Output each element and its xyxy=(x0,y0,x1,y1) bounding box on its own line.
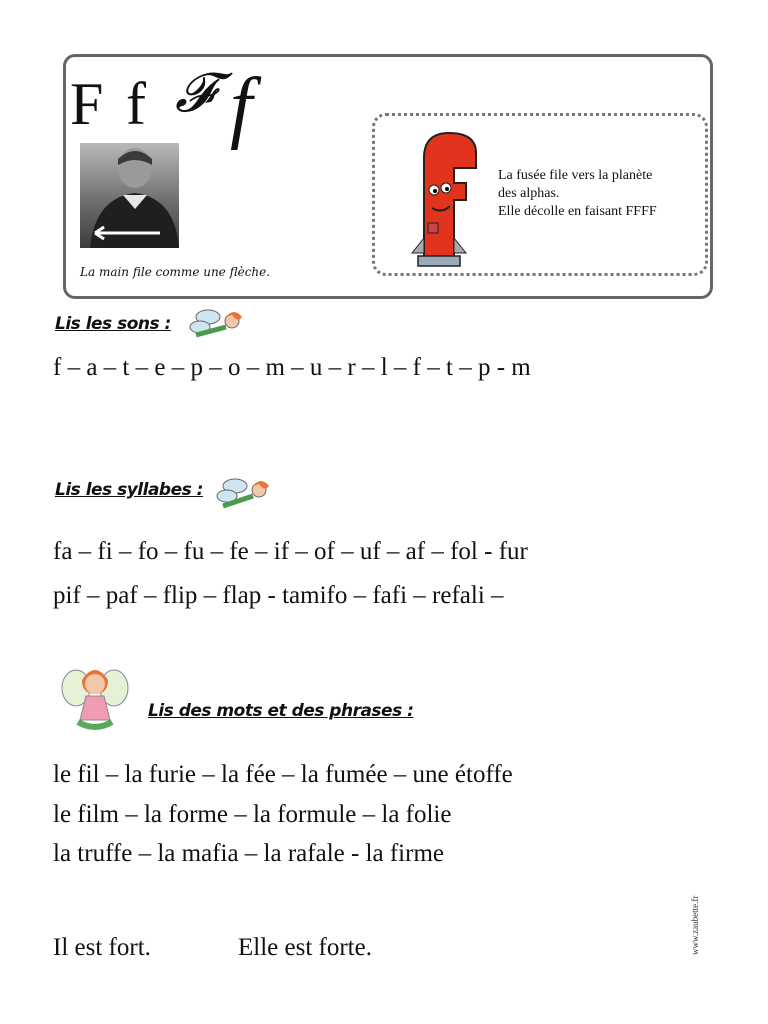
rocket-story-line: La fusée file vers la planète xyxy=(498,168,653,183)
letter-uppercase-print: F xyxy=(70,71,104,137)
photo-caption: La main file comme une flèche. xyxy=(80,265,271,279)
sons-line: f – a – t – e – p – o – m – u – r – l – f – t – p - m xyxy=(53,354,531,381)
mots-line: le fil – la furie – la fée – la fumée – une étoffe xyxy=(53,761,513,788)
mots-line: le film – la forme – la formule – la folie xyxy=(53,801,452,828)
syllabes-line: pif – paf – flip – flap - tamifo – fafi – refali – xyxy=(53,582,504,609)
fairy-icon xyxy=(186,305,248,343)
fairy-icon xyxy=(213,472,275,514)
syllabes-line: fa – fi – fo – fu – fe – if – of – uf – af – fol - fur xyxy=(53,538,528,565)
phrase: Il est fort. xyxy=(53,934,151,961)
child-photo xyxy=(80,143,179,248)
letter-uppercase-cursive: 𝓕 xyxy=(175,63,215,123)
heading-mots-phrases: Lis des mots et des phrases : xyxy=(148,701,414,721)
heading-syllabes: Lis les syllabes : xyxy=(55,480,203,500)
rocket-letter-f-icon xyxy=(404,128,484,268)
rocket-story-line: Elle décolle en faisant FFFF xyxy=(498,204,657,219)
mots-line: la truffe – la mafia – la rafale - la firme xyxy=(53,840,444,867)
site-url: www.zaubette.fr xyxy=(690,895,700,955)
letter-lowercase-cursive: f xyxy=(230,63,253,151)
letter-lowercase-print: f xyxy=(126,71,146,137)
rocket-story-text xyxy=(498,167,708,221)
rocket-story-line: des alphas. xyxy=(498,186,560,201)
fairy-icon xyxy=(60,660,130,735)
phrase: Elle est forte. xyxy=(238,934,372,961)
heading-sons: Lis les sons : xyxy=(55,314,171,334)
